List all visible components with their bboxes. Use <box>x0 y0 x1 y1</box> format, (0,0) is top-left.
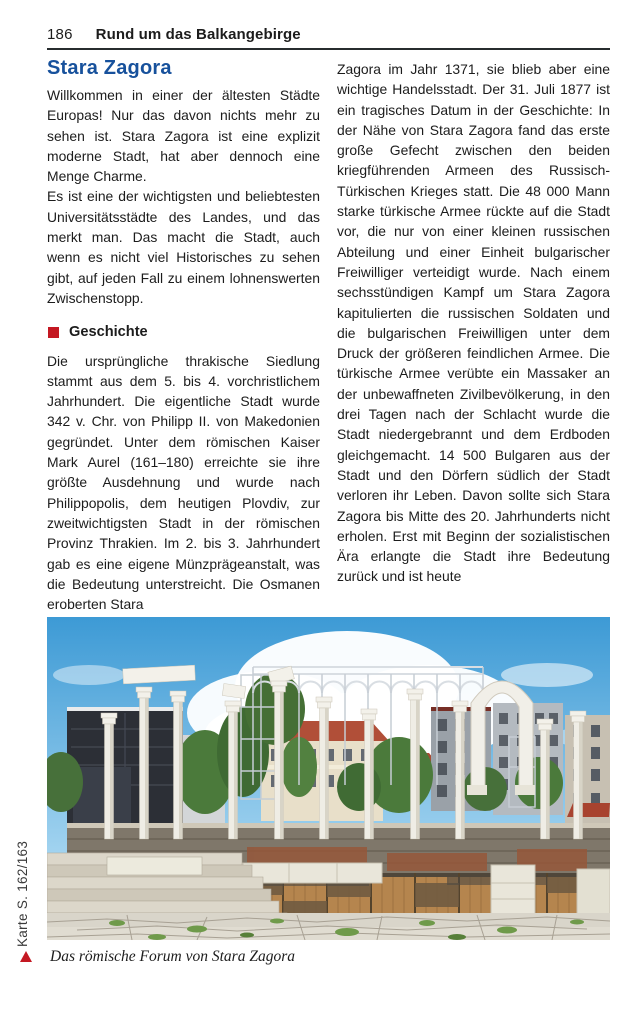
article-title: Stara Zagora <box>47 57 172 79</box>
intro-paragraph-1: Willkommen in einer der ältesten Städte Europas! Nur das davon nichts mehr zu sehen ist. Stara Zagora ist eine explizit moderne Stadt, hat aber dennoch eine Menge Charme. <box>47 87 320 185</box>
history-paragraph-right: Zagora im Jahr 1371, sie blieb aber eine wichtige Handelsstadt. Der 31. Juli 1877 ist ein tragisches Datum in der Geschichte: In der Nähe von Stara Zagora fand das erste große Gefecht zwischen den beiden kriegführenden Armeen des Russisch-Türkischen Krieges statt. Die 48 000 Mann starke türkische Armee rückte auf die Stadt vor, die nur von einer kleinen russischen Abteilung und einer Einheit bulgarischer Freiwilliger verteidigt wurde. Nach einem sechsstündigen Kampf um Stara Zagora kapitulierten die russischen Soldaten und die bulgarischen Freiwilligen unter dem Druck der größeren feindlichen Armee. Die türkische Armee verübte ein Massaker an der unbewaffneten Zivilbevölkerung, in den drei Tagen nach der Schlacht wurde die Stadt niedergebrannt und dem Erdboden gleichgemacht. 14 500 Bulgaren aus der Stadt und den Dörfern südlich der Stadt verloren ihr Leben. Davon sollte sich Stara Zagora bis Mitte des 20. Jahrhunderts nicht erholen. Erst mit Beginn der sozialistischen Ära erlangte die Stadt ihre Bedeutung zurück und ist heute <box>337 61 610 585</box>
history-heading-label: Geschichte <box>69 324 148 341</box>
map-marker-triangle-icon <box>20 951 32 962</box>
running-header <box>47 26 610 50</box>
history-paragraph-left: Die ursprüngliche thrakische Siedlung stammt aus dem 5. bis 4. vorchristlichem Jahrhundert. Die eigentliche Stadt wurde 342 v. Chr. von Philipp II. von Makedonien gegründet. Unter dem römischen Kaiser Mark Aurel (161–180) erreichte sie ihre größte Ausdehnung und wurde nach Philippopolis, dem heutigen Plovdiv, zur zweitwichtigsten Stadt in der römischen Provinz Thrakien. Im 2. bis 3. Jahrhundert gab es eine eigene Münzprägeanstalt, was die Bedeutung unterstreicht. Die Osmanen eroberten Stara <box>47 352 320 613</box>
sidebar-map-reference: Karte S. 162/163 <box>15 840 30 947</box>
right-column <box>337 56 610 616</box>
page-number: 186 <box>47 26 73 43</box>
forum-photo <box>47 617 610 940</box>
pavement <box>47 913 610 940</box>
forum-photo-illustration <box>47 617 610 940</box>
intro-paragraph-2: Es ist eine der wichtigsten und beliebtesten Universitätsstädte des Landes, und das merkt man. Das macht die Stadt, auch wenn es nicht viel Historisches zu sehen gibt, auf jeden Fall zu einem lohnenswerten Zwischenstopp. <box>47 188 320 306</box>
red-square-bullet-icon <box>48 327 59 338</box>
photo-caption: Das römische Forum von Stara Zagora <box>50 948 295 965</box>
article-columns <box>47 56 610 616</box>
left-column <box>47 56 320 616</box>
chapter-title: Rund um das Balkangebirge <box>95 26 301 43</box>
history-section-heading <box>48 322 320 342</box>
